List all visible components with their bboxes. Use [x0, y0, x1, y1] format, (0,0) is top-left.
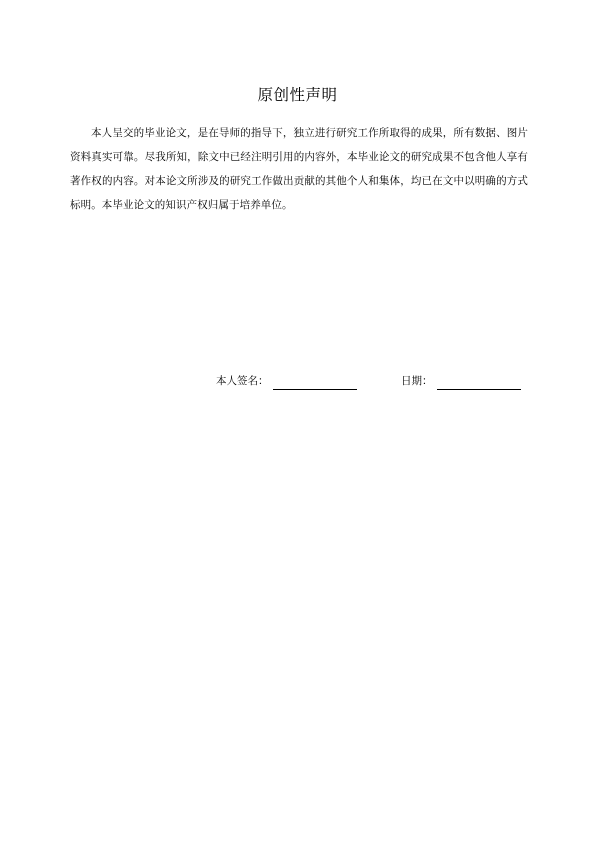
signature-field: [216, 372, 357, 390]
date-line: [437, 376, 521, 390]
date-label: 日期：: [401, 375, 433, 387]
signature-label: 本人签名：: [216, 375, 269, 387]
date-field: [401, 372, 521, 390]
signature-line: [273, 376, 357, 390]
declaration-paragraph: 本人呈交的毕业论文，是在导师的指导下，独立进行研究工作所取得的成果，所有数据、图片资料真实可靠。尽我所知，除文中已经注明引用的内容外，本毕业论文的研究成果不包含他人享有著作权的内容。对本论文所涉及的研究工作做出贡献的其他个人和集体，均已在文中以明确的方式标明。本毕业论文的知识产权归属于培养单位。: [70, 127, 528, 211]
page-title: 原创性声明: [257, 86, 338, 104]
